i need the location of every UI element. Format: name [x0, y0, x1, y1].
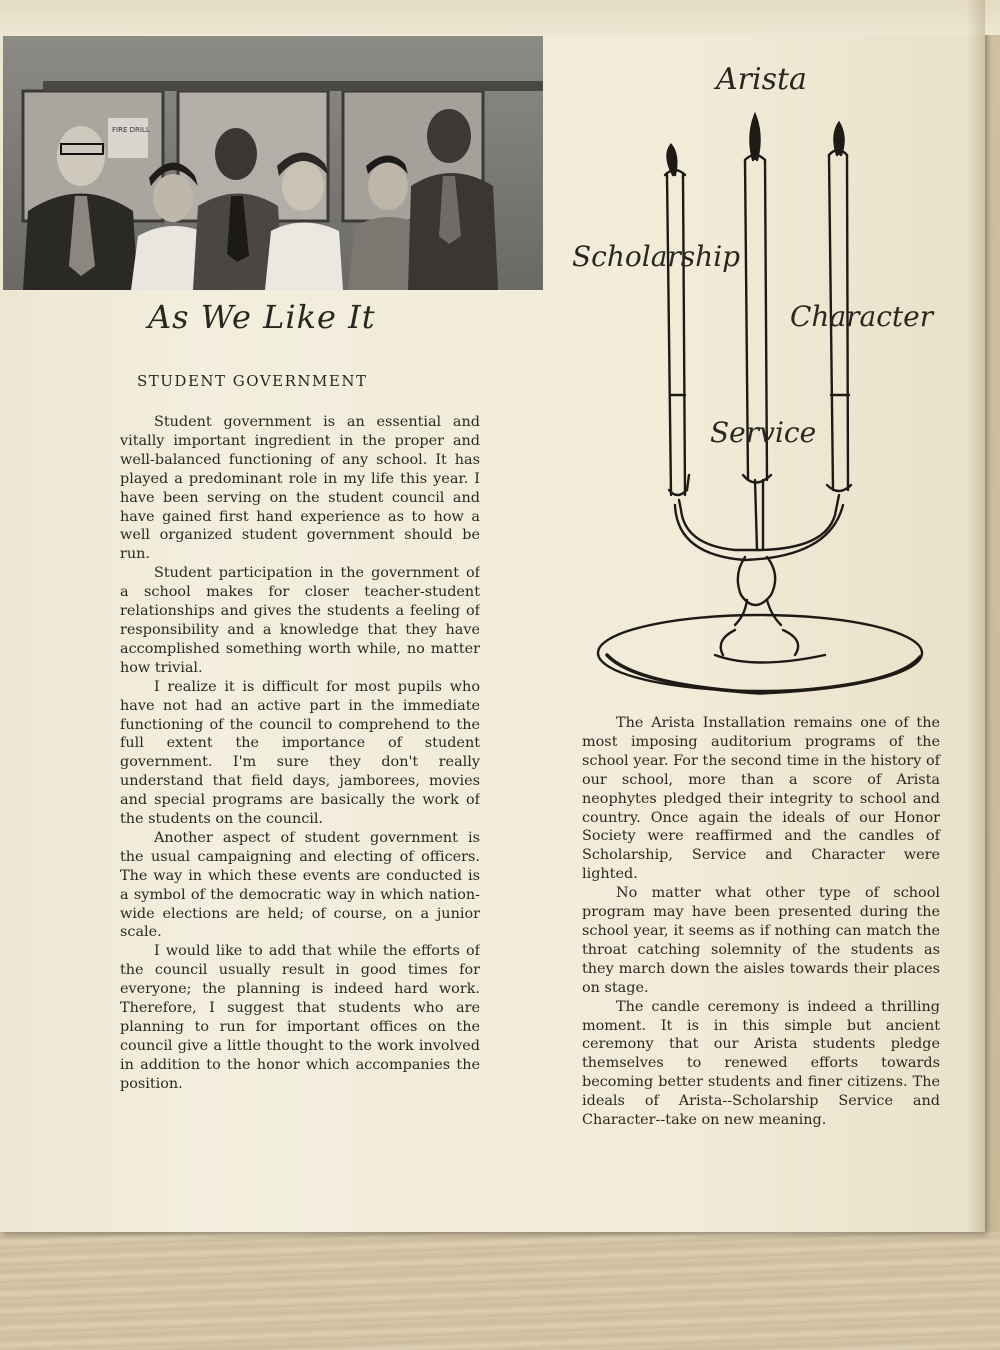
photo-sign-text: FIRE DRILL	[112, 126, 150, 134]
wood-table-background	[0, 1232, 1000, 1350]
candelabra-icon	[595, 95, 965, 705]
right-paragraph-2: No matter what other type of school program may have been presented during the school year, it seems as if nothing can match the throat catching solemnity of the students as they march down the aisles towards their places on stage.	[582, 885, 940, 996]
left-paragraph-5: I would like to add that while the efforts of the council usually result in good times for everyone; the planning is indeed hard work. Therefore, I suggest that students who are planning to run for important offices on the council give a little thought to the work involved in addition to the honor which accompanies the position.	[120, 943, 480, 1092]
left-paragraph-4: Another aspect of student government is the usual campaigning and electing of officers. The way in which these events are conducted is a symbol of the democratic way in which nation-wide elections are held; of course, on a junior scale.	[120, 829, 480, 941]
arista-label: Arista	[716, 62, 807, 97]
left-paragraph-2: Student participation in the government of a school makes for closer teacher-student relationships and gives the students a feeling of responsibility and a knowledge that they have accomplished something worth while, no matter how trivial.	[120, 565, 480, 676]
left-paragraph-1: Student government is an essential and vitally important ingredient in the proper and well-balanced functioning of any school. It has played a predominant role in my life this year. I have been serving on the student council and have gained first hand experience as to how a well organized student government should be run.	[120, 414, 480, 563]
character-label: Character	[790, 300, 934, 333]
right-article-column	[582, 714, 940, 1130]
right-paragraph-1: The Arista Installation remains one of the most imposing auditorium programs of the school year. For the second time in the history of our school, more than a score of Arista neophytes pledged their integrity to school and country. Once again the ideals of our Honor Society were reaffirmed and the candles of Scholarship, Service and Character were lighted.	[582, 715, 940, 883]
scholarship-label: Scholarship	[572, 240, 741, 273]
group-photo-icon	[3, 36, 543, 290]
service-label: Service	[710, 416, 817, 449]
page-edge-shadow	[967, 0, 985, 1232]
right-paragraph-3: The candle ceremony is indeed a thrilling moment. It is in this simple but ancient ceremony that our Arista students pledge themselves to renewed efforts towards becoming better students and finer citizens. The ideals of Arista--Scholarship Service and Character--take on new meaning.	[582, 998, 940, 1129]
group-photo	[3, 36, 543, 290]
page-top-band	[0, 0, 1000, 35]
left-article-column	[120, 413, 480, 1231]
page-title: As We Like It	[148, 298, 376, 336]
left-paragraph-3: I realize it is difficult for most pupils who have not had an active part in the immediate functioning of the council to comprehend to the full extent the importance of student government. I'm sure they don't really understand that field days, jamborees, movies and special programs are basically the work of the students on the council.	[120, 678, 480, 828]
section-heading: STUDENT GOVERNMENT	[137, 372, 368, 390]
